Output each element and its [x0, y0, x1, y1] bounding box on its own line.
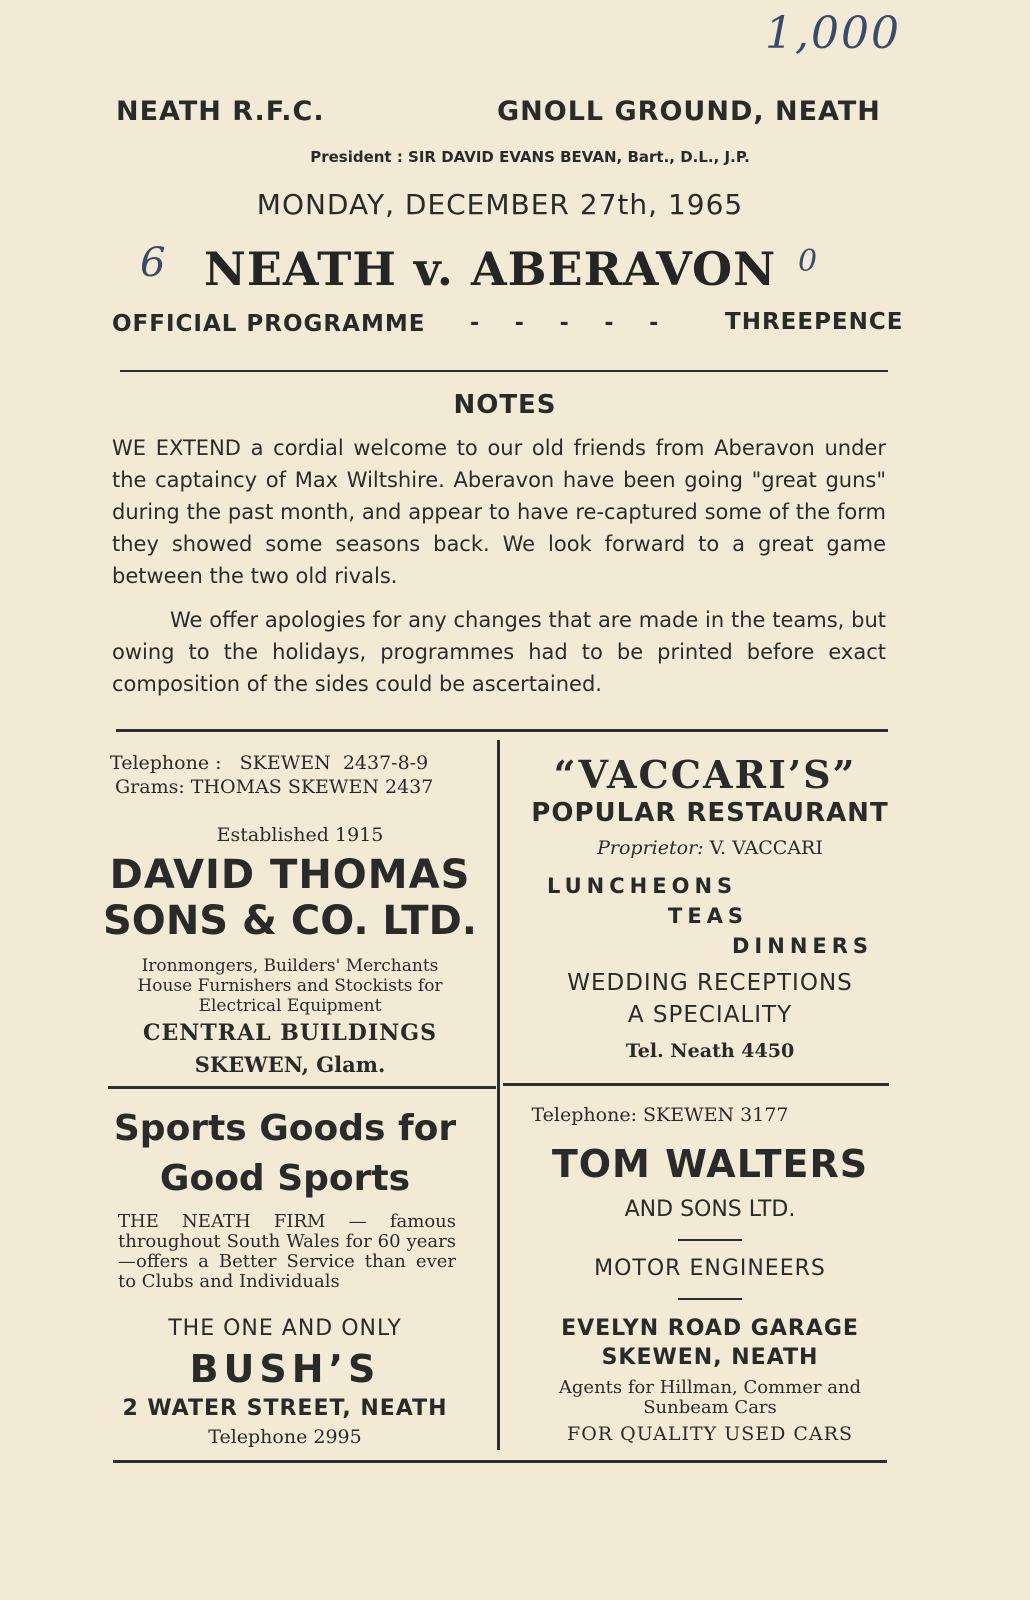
vaccari-wedding: WEDDING RECEPTIONS: [567, 970, 853, 996]
match-date: MONDAY, DECEMBER 27th, 1965: [256, 188, 744, 221]
vaccari-subtitle: POPULAR RESTAURANT: [531, 798, 889, 828]
thomas-telephone: Telephone : SKEWEN 2437-8-9: [110, 752, 429, 774]
bush-description: THE NEATH FIRM — famous throughout South Wales for 60 years—offers a Better Service than ever to Clubs and Individuals: [118, 1211, 456, 1292]
ads-top-rule: [116, 729, 888, 732]
header-divider: [120, 370, 888, 372]
notes-paragraph-2: We offer apologies for any changes that are made in the teams, but owing to the holidays, programmes had to be printed before exact composition of the sides could be ascertained.: [112, 608, 886, 696]
president-line: President : SIR DAVID EVANS BEVAN, Bart., D.L., J.P.: [310, 148, 750, 166]
programme-label: OFFICIAL PROGRAMME: [112, 311, 426, 337]
ads-vertical-rule: [497, 740, 500, 1450]
walters-telephone: Telephone: SKEWEN 3177: [531, 1104, 789, 1126]
bush-name: BUSH’S: [189, 1347, 381, 1391]
notes-title: NOTES: [453, 390, 557, 420]
bush-one-and-only: THE ONE AND ONLY: [168, 1316, 402, 1341]
vaccari-proprietor-name: V. VACCARI: [709, 837, 823, 859]
vaccari-teas: TEAS: [668, 904, 749, 928]
match-title: NEATH v. ABERAVON: [203, 242, 777, 296]
handwritten-count: 1,000: [765, 8, 901, 59]
ads-middle-rule-right: [503, 1083, 889, 1086]
walters-rule-1: [678, 1239, 742, 1241]
vaccari-proprietor: [510, 837, 910, 859]
thomas-established: Established 1915: [216, 824, 384, 846]
walters-rule-2: [678, 1298, 742, 1300]
thomas-description: Ironmongers, Builders' Merchants House Furnishers and Stockists for Electrical Equipment: [137, 956, 443, 1016]
vaccari-telephone: Tel. Neath 4450: [625, 1040, 795, 1062]
bush-address: 2 WATER STREET, NEATH: [122, 1396, 448, 1421]
walters-trade: MOTOR ENGINEERS: [594, 1256, 826, 1281]
thomas-grams: Grams: THOMAS SKEWEN 2437: [115, 776, 434, 798]
walters-garage: EVELYN ROAD GARAGE: [561, 1316, 859, 1341]
thomas-name-line1: DAVID THOMAS: [109, 852, 471, 898]
walters-sub: AND SONS LTD.: [624, 1197, 796, 1222]
programme-dashes: - - - - -: [470, 311, 673, 336]
vaccari-name: “VACCARI’S”: [553, 752, 857, 797]
programme-price: THREEPENCE: [725, 309, 904, 335]
walters-agents: Agents for Hillman, Commer and Sunbeam Cars: [558, 1377, 862, 1418]
thomas-address-1: CENTRAL BUILDINGS: [143, 1020, 437, 1046]
vaccari-luncheons: LUNCHEONS: [547, 874, 738, 898]
notes-paragraph-1: WE EXTEND a cordial welcome to our old friends from Aberavon under the captaincy of Max Wiltshire. Aberavon have been going "great guns" during the past month, and appear to have re-captured some of the form they showed some seasons back. We look forward to a great game between the two old rivals.: [112, 436, 886, 588]
club-name: NEATH R.F.C.: [116, 96, 325, 127]
walters-town: SKEWEN, NEATH: [601, 1345, 819, 1370]
thomas-name-line2: SONS & CO. LTD.: [103, 898, 477, 944]
vaccari-proprietor-label: Proprietor:: [597, 837, 704, 859]
handwritten-home-score: 6: [140, 240, 166, 286]
ads-bottom-rule: [113, 1460, 887, 1463]
vaccari-dinners: DINNERS: [732, 934, 874, 958]
bush-telephone: Telephone 2995: [208, 1426, 362, 1448]
ground-name: GNOLL GROUND, NEATH: [497, 96, 881, 127]
ads-middle-rule-left: [108, 1086, 496, 1089]
bush-headline-1: Sports Goods for: [113, 1108, 457, 1149]
thomas-address-2: SKEWEN, Glam.: [194, 1052, 386, 1077]
vaccari-speciality: A SPECIALITY: [627, 1002, 793, 1028]
walters-used-cars: FOR QUALITY USED CARS: [567, 1423, 853, 1445]
handwritten-away-score: 0: [798, 244, 818, 279]
bush-headline-2: Good Sports: [159, 1158, 411, 1199]
walters-name: TOM WALTERS: [551, 1142, 869, 1186]
